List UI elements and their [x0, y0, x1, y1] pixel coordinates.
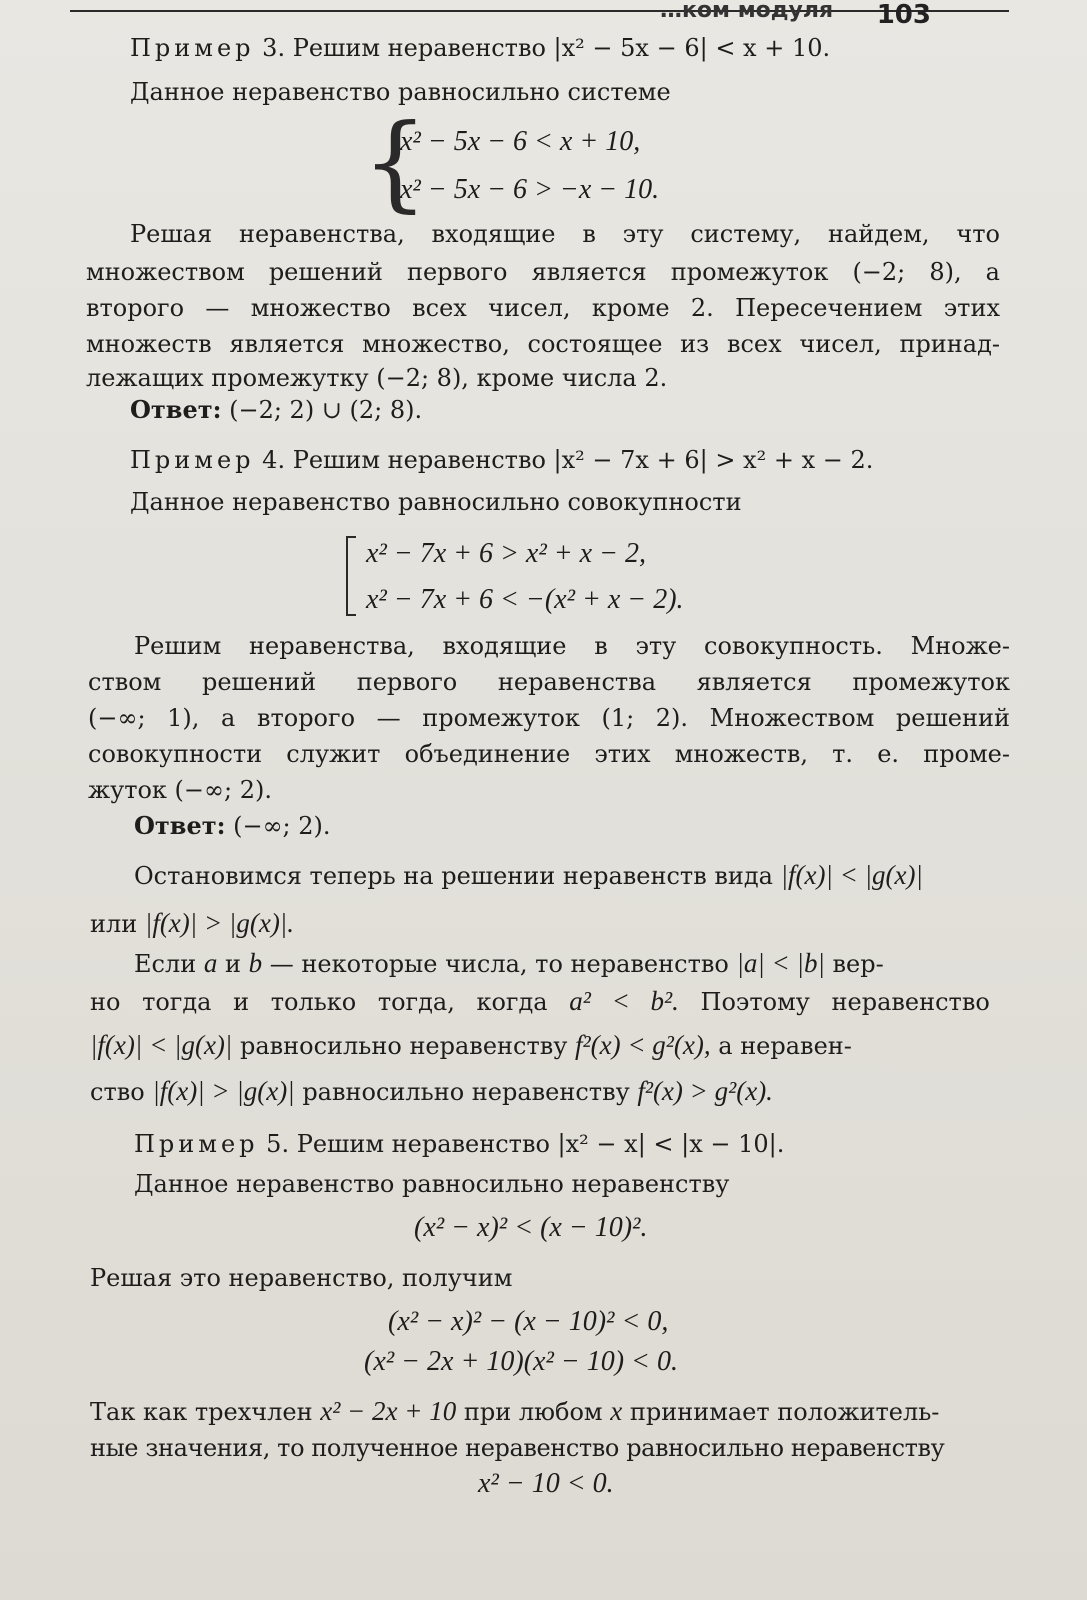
example-4-para-line-1: Решим неравенства, входящие в эту совокупность. Множе-	[134, 632, 1010, 660]
example-3-para-line-3: второго — множество всех чисел, кроме 2. Пересечением этих	[86, 294, 1000, 322]
example-3-para-line-5: лежащих промежутку (−2; 8), кроме числа 2.	[86, 364, 668, 392]
example-5-intro: Данное неравенство равносильно неравенству	[134, 1170, 730, 1198]
example-4-para-line-5: жуток (−∞; 2).	[88, 776, 272, 804]
example-5-para-line-1: Так как трехчлен x² − 2x + 10 при любом x принимает положитель-	[90, 1396, 940, 1426]
general-line-1: Остановимся теперь на решении неравенств вида |f(x)| < |g(x)|	[134, 860, 923, 890]
example-3-answer: Ответ: (−2; 2) ∪ (2; 8).	[130, 395, 423, 424]
system-line-1: x² − 5x − 6 < x + 10,	[400, 126, 641, 157]
example-4-para-line-3: (−∞; 1), а второго — промежуток (1; 2). Множеством решений	[88, 704, 1010, 732]
general-line-4: но тогда и только тогда, когда a² < b². Поэтому неравенство	[90, 986, 990, 1016]
example-5-title: Пример 5. Решим неравенство |x² − x| < |x − 10|.	[134, 1130, 785, 1158]
page-number: 103	[876, 0, 931, 30]
example-4-para-line-4: совокупности служит объединение этих множеств, т. е. проме-	[88, 740, 1010, 768]
equation-2: (x² − x)² − (x − 10)² < 0,	[388, 1306, 669, 1337]
example-3-intro: Данное неравенство равносильно системе	[130, 78, 671, 106]
set-line-2: x² − 7x + 6 < −(x² + x − 2).	[366, 584, 684, 615]
set-bracket	[346, 536, 356, 616]
example-4-title: Пример 4. Решим неравенство |x² − 7x + 6| > x² + x − 2.	[130, 446, 874, 474]
general-line-2: или |f(x)| > |g(x)|.	[90, 908, 294, 938]
system-brace: {	[362, 101, 429, 223]
general-line-3: Если a и b — некоторые числа, то неравенство |a| < |b| вер-	[134, 948, 884, 978]
header-rule	[70, 0, 1009, 30]
example-3-title: Пример 3. Решим неравенство |x² − 5x − 6| < x + 10.	[130, 34, 831, 62]
example-3-para-line-4: множеств является множество, состоящее из всех чисел, принад-	[86, 330, 1000, 358]
equation-4: x² − 10 < 0.	[478, 1468, 614, 1499]
equation-3: (x² − 2x + 10)(x² − 10) < 0.	[364, 1346, 678, 1377]
equation-1: (x² − x)² < (x − 10)².	[414, 1212, 648, 1243]
system-line-2: x² − 5x − 6 > −x − 10.	[400, 174, 660, 205]
example-3-para-line-2: множеством решений первого является промежуток (−2; 8), а	[86, 258, 1000, 286]
example-3-para-line-1: Решая неравенства, входящие в эту систему, найдем, что	[130, 220, 1000, 248]
example-5-solve: Решая это неравенство, получим	[90, 1264, 513, 1292]
running-title: …ком модуля	[660, 0, 834, 23]
general-line-6: ство |f(x)| > |g(x)| равносильно неравенству f²(x) > g²(x).	[90, 1076, 773, 1106]
set-line-1: x² − 7x + 6 > x² + x − 2,	[366, 538, 646, 569]
example-4-answer: Ответ: (−∞; 2).	[134, 811, 331, 840]
example-4-para-line-2: ством решений первого неравенства является промежуток	[88, 668, 1010, 696]
example-5-para-line-2: ные значения, то полученное неравенство равносильно неравенству	[90, 1434, 945, 1462]
example-4-intro: Данное неравенство равносильно совокупности	[130, 488, 742, 516]
general-line-5: |f(x)| < |g(x)| равносильно неравенству f²(x) < g²(x), а нерaвен-	[90, 1030, 852, 1060]
